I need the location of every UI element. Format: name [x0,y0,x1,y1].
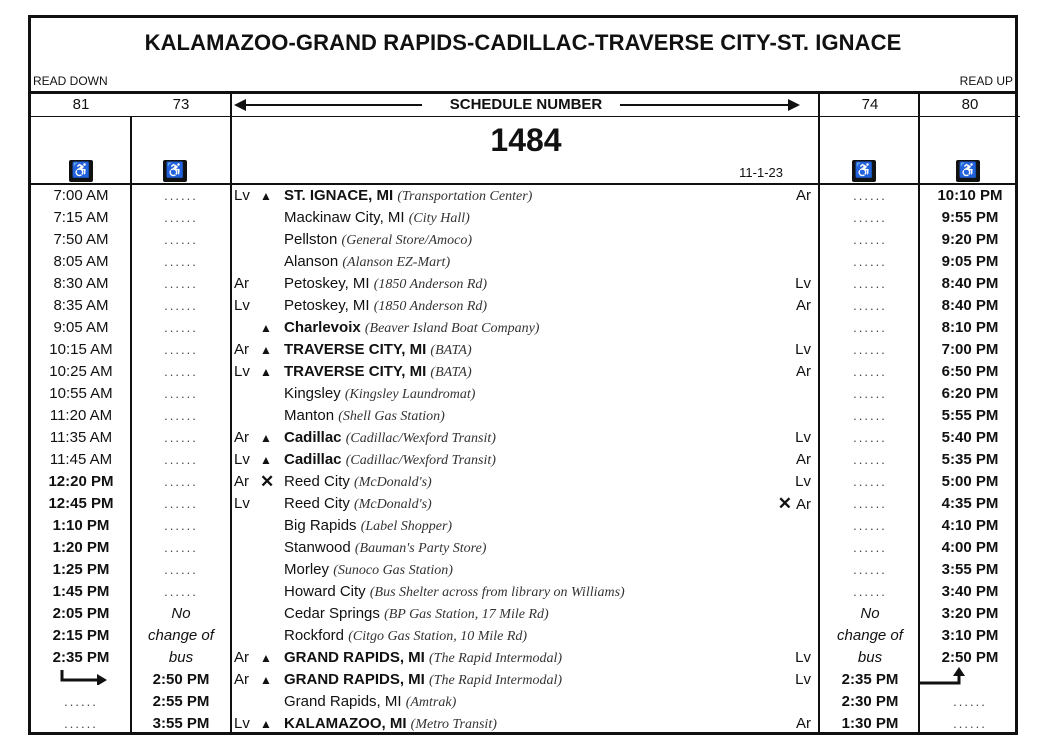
table-row [31,471,1015,493]
no-service-dots: ...... [164,496,198,511]
stop-city: Mackinaw City, MI [284,209,405,226]
table-row [31,537,1015,559]
stop-location-note: (BATA) [430,365,472,380]
read-up-label: READ UP [959,74,1013,88]
time-schedule-80: 2:50 PM [941,649,999,666]
timepoint-triangle-icon: ▲ [260,189,272,203]
time-schedule-73: change of [148,627,214,644]
stop-location-note: (Bus Shelter across from library on Williams) [369,585,625,600]
stop-city: Manton [284,407,335,424]
no-service-dots: ...... [853,188,887,203]
stop-city: Cadillac [284,451,342,468]
schedule-number-divider [131,116,820,117]
leave-arrive-left: Ar [234,429,249,446]
time-schedule-81: 1:25 PM [52,561,110,578]
stop-name [284,185,532,208]
stop-name [284,405,445,428]
leave-arrive-right-label: Lv [795,275,811,292]
leave-arrive-right [796,449,811,471]
stop-city: TRAVERSE CITY, MI [284,341,427,358]
leave-arrive-left: Lv [234,297,250,314]
table-row [31,229,1015,251]
no-service-dots: ...... [853,320,887,335]
no-service-dots: ...... [164,430,198,445]
no-service-dots: ...... [164,386,198,401]
no-service-dots: ...... [853,210,887,225]
stop-location-note: (General Store/Amoco) [341,233,473,248]
leave-arrive-right-label: Ar [796,496,811,513]
stop-name [284,493,432,516]
no-service-dots: ...... [853,584,887,599]
time-schedule-81: 8:35 AM [53,297,109,314]
timepoint-triangle-icon: ▲ [260,365,272,379]
leave-arrive-left: Lv [234,495,250,512]
leave-arrive-right-label: Ar [796,297,811,314]
stop-city: Charlevoix [284,319,361,336]
stop-name [284,317,539,340]
stop-name [284,625,527,648]
leave-arrive-left: Lv [234,363,250,380]
time-schedule-81: 2:15 PM [52,627,110,644]
table-row [31,339,1015,361]
table-row [31,603,1015,625]
time-schedule-80: 4:00 PM [941,539,999,556]
no-service-dots: ...... [164,408,198,423]
no-service-dots: ...... [164,320,198,335]
stop-location-note: (McDonald's) [354,475,432,490]
time-schedule-74: bus [857,649,883,666]
time-schedule-81: 9:05 AM [53,319,109,336]
leave-arrive-left: Lv [234,715,250,732]
time-schedule-73: bus [168,649,194,666]
leave-arrive-right-label: Lv [795,671,811,688]
stop-name [284,251,450,274]
stop-name [284,691,456,714]
no-service-dots: ...... [853,276,887,291]
no-service-dots: ...... [953,716,987,731]
stop-location-note: (Amtrak) [405,695,457,710]
schedule-number-81: 81 [72,96,90,113]
stop-city: GRAND RAPIDS, MI [284,649,425,666]
table-row [31,317,1015,339]
stop-location-note: (The Rapid Intermodal) [429,673,562,688]
time-schedule-81: 10:55 AM [49,385,113,402]
schedule-table [28,15,1018,735]
no-service-dots: ...... [164,540,198,555]
stop-location-note: (The Rapid Intermodal) [429,651,562,666]
time-schedule-80: 3:55 PM [941,561,999,578]
stop-location-note: (McDonald's) [354,497,432,512]
stop-name [284,273,487,296]
table-row [31,647,1015,669]
stop-city: ST. IGNACE, MI [284,187,394,204]
time-schedule-73: 2:50 PM [152,671,210,688]
wheelchair-accessible-icon: ♿ [69,160,93,182]
leave-arrive-right [795,647,811,669]
no-service-dots: ...... [853,540,887,555]
no-service-dots: ...... [853,298,887,313]
no-service-dots: ...... [164,232,198,247]
table-row [31,691,1015,713]
stop-location-note: (BP Gas Station, 17 Mile Rd) [384,607,549,622]
time-schedule-74: change of [837,627,903,644]
stop-location-note: (Alanson EZ-Mart) [342,255,451,270]
time-schedule-81: 1:10 PM [52,517,110,534]
no-service-dots: ...... [164,518,198,533]
time-schedule-81: 2:05 PM [52,605,110,622]
stop-location-note: (Kingsley Laundromat) [344,387,476,402]
stop-city: KALAMAZOO, MI [284,715,407,732]
stop-city: TRAVERSE CITY, MI [284,363,427,380]
table-row [31,207,1015,229]
leave-arrive-left: Ar [234,671,249,688]
no-service-dots: ...... [164,562,198,577]
no-service-dots: ...... [164,276,198,291]
table-row [31,251,1015,273]
time-schedule-81: 11:20 AM [49,407,113,424]
stop-name [284,559,453,582]
time-schedule-80: 8:10 PM [941,319,999,336]
stop-name [284,427,496,450]
stop-name [284,537,486,560]
stop-city: Petoskey, MI [284,275,370,292]
time-schedule-80: 5:55 PM [941,407,999,424]
time-schedule-80: 9:05 PM [941,253,999,270]
no-service-dots: ...... [164,298,198,313]
stop-name [284,361,472,384]
leave-arrive-left: Ar [234,649,249,666]
no-service-dots: ...... [64,716,98,731]
stop-city: Reed City [284,495,350,512]
no-service-dots: ...... [853,562,887,577]
time-schedule-81: 8:05 AM [53,253,109,270]
time-schedule-73: 3:55 PM [152,715,210,732]
table-row [31,493,1015,515]
no-service-dots: ...... [853,474,887,489]
stop-name [284,207,470,230]
stop-city: Kingsley [284,385,341,402]
table-row [31,361,1015,383]
time-schedule-81: 1:20 PM [52,539,110,556]
timepoint-triangle-icon: ▲ [260,717,272,731]
time-schedule-81: 10:15 AM [49,341,113,358]
timepoint-triangle-icon: ▲ [260,343,272,357]
leave-arrive-right [795,427,811,449]
time-schedule-81: 12:20 PM [48,473,114,490]
wheelchair-accessible-icon: ♿ [852,160,876,182]
time-schedule-80: 6:50 PM [941,363,999,380]
no-service-dots: ...... [164,342,198,357]
table-row [31,273,1015,295]
stop-name [284,603,549,626]
stop-location-note: (Label Shopper) [360,519,453,534]
table-row [31,625,1015,647]
table-row [31,713,1015,735]
time-schedule-80: 8:40 PM [941,297,999,314]
leave-arrive-right [778,493,811,516]
table-row [31,383,1015,405]
no-service-dots: ...... [853,342,887,357]
time-schedule-80: 5:00 PM [941,473,999,490]
leave-arrive-right [796,295,811,317]
no-service-dots: ...... [853,430,887,445]
leave-arrive-right [796,361,811,383]
time-schedule-80: 9:55 PM [941,209,999,226]
leave-arrive-right [795,471,811,493]
table-row [31,669,1015,691]
stop-location-note: (Shell Gas Station) [338,409,445,424]
leave-arrive-left: Ar [234,275,249,292]
stop-city: Petoskey, MI [284,297,370,314]
time-schedule-73: No [171,605,191,622]
no-service-dots: ...... [953,694,987,709]
time-schedule-80: 9:20 PM [941,231,999,248]
leave-arrive-right-label: Ar [796,187,811,204]
time-schedule-80: 3:10 PM [941,627,999,644]
table-row [31,515,1015,537]
no-service-dots: ...... [164,452,198,467]
stop-location-note: (Sunoco Gas Station) [333,563,453,578]
stop-name [284,669,562,692]
table-row [31,405,1015,427]
time-schedule-80: 7:00 PM [941,341,999,358]
table-row [31,449,1015,471]
stop-location-note: (1850 Anderson Rd) [373,277,488,292]
time-schedule-80: 5:40 PM [941,429,999,446]
transfer-x-icon: ✕ [260,472,275,491]
stop-location-note: (Cadillac/Wexford Transit) [345,453,496,468]
no-service-dots: ...... [853,408,887,423]
stop-city: Pellston [284,231,338,248]
leave-arrive-right [795,669,811,691]
wheelchair-accessible-icon: ♿ [956,160,980,182]
stop-city: Cadillac [284,429,342,446]
schedule-number-divider [820,116,1020,117]
arrow-right-line [620,104,790,106]
wheelchair-accessible-icon: ♿ [163,160,187,182]
leave-arrive-right-label: Lv [795,649,811,666]
time-schedule-73: 2:55 PM [152,693,210,710]
no-service-dots: ...... [64,694,98,709]
time-schedule-80: 4:35 PM [941,495,999,512]
schedule-number-80: 80 [961,96,979,113]
stop-city: Grand Rapids, MI [284,693,402,710]
leave-arrive-right [795,339,811,361]
timepoint-triangle-icon: ▲ [260,651,272,665]
table-row [31,559,1015,581]
no-service-dots: ...... [853,364,887,379]
time-schedule-81: 2:35 PM [52,649,110,666]
schedule-number-divider [31,116,131,117]
schedule-number-74: 74 [861,96,879,113]
stop-location-note: (Citgo Gas Station, 10 Mile Rd) [348,629,528,644]
leave-arrive-right-label: Ar [796,451,811,468]
stop-location-note: (City Hall) [408,211,470,226]
read-down-label: READ DOWN [33,74,108,88]
leave-arrive-left: Lv [234,451,250,468]
stop-city: Rockford [284,627,345,644]
time-schedule-81: 1:45 PM [52,583,110,600]
time-schedule-80: 3:40 PM [941,583,999,600]
table-row [31,295,1015,317]
leave-arrive-right-label: Ar [796,363,811,380]
leave-arrive-right-label: Ar [796,715,811,732]
schedule-number-header [232,94,820,116]
stop-city: Cedar Springs [284,605,380,622]
stop-name [284,581,625,604]
schedule-number-label: SCHEDULE NUMBER [449,96,603,113]
leave-arrive-right-label: Lv [795,429,811,446]
no-service-dots: ...... [164,188,198,203]
stop-location-note: (1850 Anderson Rd) [373,299,488,314]
stop-city: Morley [284,561,330,578]
time-schedule-81: 10:25 AM [49,363,113,380]
stop-name [284,229,472,252]
stop-city: Big Rapids [284,517,357,534]
no-service-dots: ...... [164,364,198,379]
no-service-dots: ...... [853,496,887,511]
route-number: 1484 [490,122,562,158]
leave-arrive-left: Lv [234,187,250,204]
timepoint-triangle-icon: ▲ [260,673,272,687]
time-schedule-81: 12:45 PM [48,495,114,512]
timepoint-triangle-icon: ▲ [260,321,272,335]
no-service-dots: ...... [164,474,198,489]
time-schedule-81: 7:50 AM [53,231,109,248]
time-schedule-80: 3:20 PM [941,605,999,622]
stop-name [284,471,432,494]
no-service-dots: ...... [853,254,887,269]
schedule-number-73: 73 [172,96,190,113]
transfer-arrow-up-icon [917,666,973,686]
stop-name [284,295,487,318]
leave-arrive-left: Ar [234,341,249,358]
no-service-dots: ...... [164,584,198,599]
time-schedule-80: 5:35 PM [941,451,999,468]
transfer-arrow-right-icon [59,669,111,685]
stop-city: Alanson [284,253,339,270]
schedule-rows [31,185,1015,735]
transfer-x-icon: ✕ [777,494,792,513]
no-service-dots: ...... [853,386,887,401]
time-schedule-74: 2:30 PM [841,693,899,710]
stop-name [284,647,562,670]
time-schedule-80: 6:20 PM [941,385,999,402]
timepoint-triangle-icon: ▲ [260,431,272,445]
stop-location-note: (Bauman's Party Store) [354,541,487,556]
route-title: KALAMAZOO-GRAND RAPIDS-CADILLAC-TRAVERSE CITY-ST. IGNACE [144,30,902,55]
leave-arrive-right [796,185,811,207]
timepoint-triangle-icon: ▲ [260,453,272,467]
stop-location-note: (BATA) [430,343,472,358]
table-row [31,427,1015,449]
time-schedule-81: 7:15 AM [53,209,109,226]
time-schedule-74: No [860,605,880,622]
stop-name [284,339,472,362]
stop-name [284,383,475,406]
time-schedule-74: 1:30 PM [841,715,899,732]
stop-name [284,713,497,736]
time-schedule-80: 4:10 PM [941,517,999,534]
no-service-dots: ...... [853,518,887,533]
leave-arrive-right-label: Lv [795,341,811,358]
time-schedule-81: 7:00 AM [53,187,109,204]
time-schedule-81: 11:35 AM [49,429,113,446]
time-schedule-80: 10:10 PM [937,187,1003,204]
arrow-right-icon [788,99,800,111]
stop-city: Stanwood [284,539,351,556]
leave-arrive-right [795,273,811,295]
no-service-dots: ...... [164,254,198,269]
stop-location-note: (Transportation Center) [397,189,533,204]
stop-name [284,449,496,472]
leave-arrive-right [796,713,811,735]
time-schedule-74: 2:35 PM [841,671,899,688]
stop-location-note: (Cadillac/Wexford Transit) [345,431,496,446]
stop-name [284,515,452,538]
no-service-dots: ...... [853,452,887,467]
stop-city: Reed City [284,473,350,490]
time-schedule-81: 8:30 AM [53,275,109,292]
stop-city: GRAND RAPIDS, MI [284,671,425,688]
stop-location-note: (Metro Transit) [410,717,497,732]
table-row [31,185,1015,207]
leave-arrive-right-label: Lv [795,473,811,490]
no-service-dots: ...... [853,232,887,247]
stop-city: Howard City [284,583,366,600]
time-schedule-80: 8:40 PM [941,275,999,292]
leave-arrive-left: Ar [234,473,249,490]
table-row [31,581,1015,603]
effective-date: 11-1-23 [739,165,783,180]
no-service-dots: ...... [164,210,198,225]
stop-location-note: (Beaver Island Boat Company) [364,321,540,336]
time-schedule-81: 11:45 AM [49,451,113,468]
